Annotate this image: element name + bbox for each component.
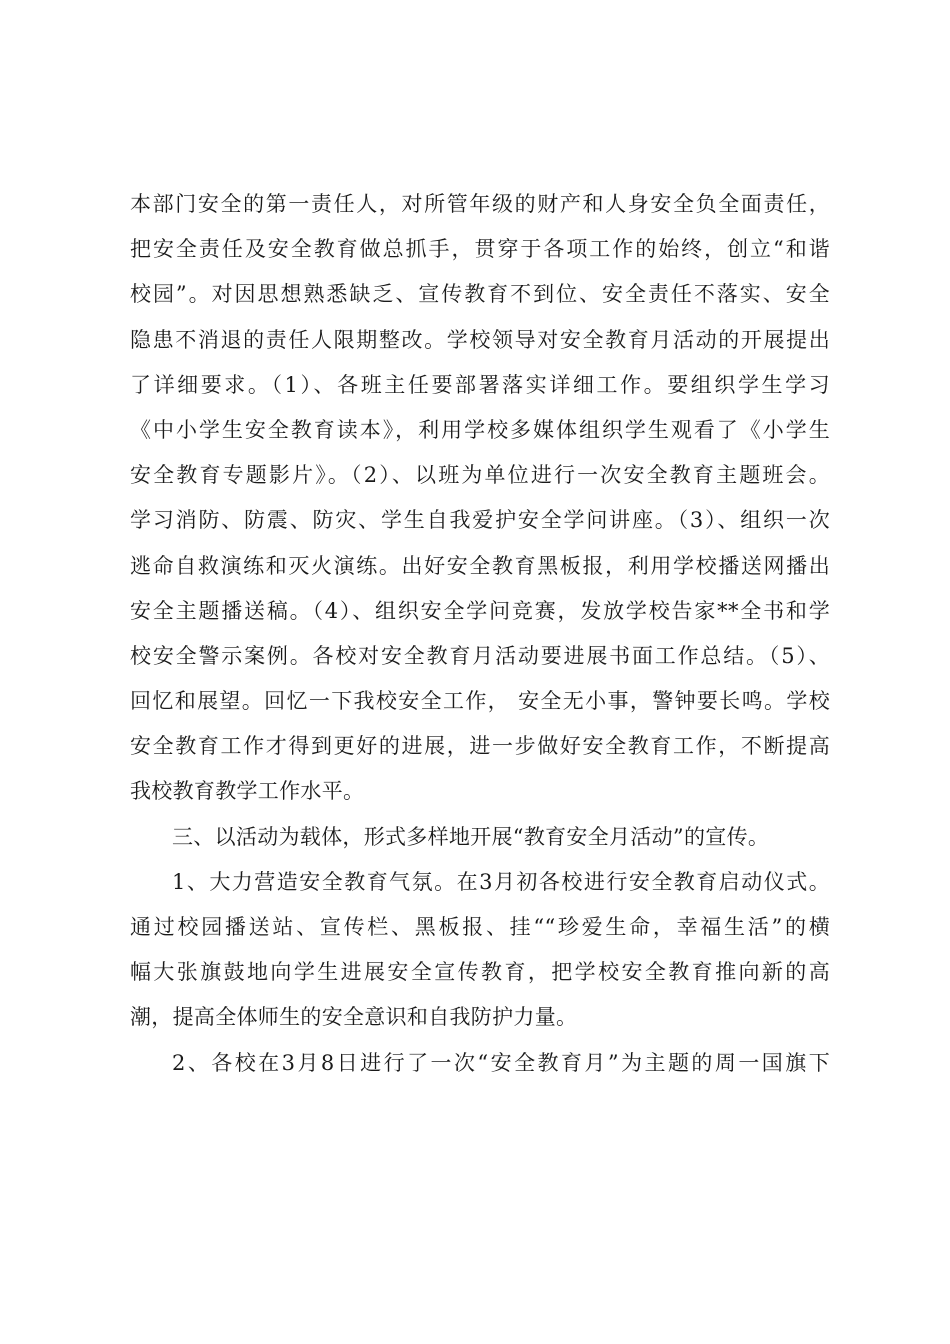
section-heading: 三、以活动为载体，形式多样地开展“教育安全月活动”的宣传。 — [172, 824, 770, 849]
paragraph-line: 安全主题播送稿。（4）、组织安全学问竞赛，发放学校告家**全书和学 — [130, 598, 830, 623]
paragraph-line: 安全教育工作才得到更好的进展，进一步做好安全教育工作，不断提高 — [130, 734, 830, 759]
paragraph-line: 1、大力营造安全教育气氛。在3月初各校进行安全教育启动仪式。 — [172, 869, 830, 894]
paragraph-line: 把安全责任及安全教育做总抓手，贯穿于各项工作的始终，创立“和谐 — [130, 237, 830, 262]
paragraph-line: 校安全警示案例。各校对安全教育月活动要进展书面工作总结。（5）、 — [130, 643, 830, 668]
paragraph-line: 安全教育专题影片》。（2）、以班为单位进行一次安全教育主题班会。 — [130, 463, 830, 488]
paragraph-line: 潮，提高全体师生的安全意识和自我防护力量。 — [130, 1005, 578, 1030]
document-body — [130, 182, 830, 1086]
paragraph-line: 学习消防、防震、防灾、学生自我爱护安全学问讲座。（3）、组织一次 — [130, 508, 830, 533]
paragraph-line: 通过校园播送站、宣传栏、黑板报、挂““珍爱生命，幸福生活”的横 — [130, 915, 830, 939]
paragraph-line: 隐患不消退的责任人限期整改。学校领导对安全教育月活动的开展提出 — [130, 327, 830, 352]
paragraph-line: 本部门安全的第一责任人，对所管年级的财产和人身安全负全面责任， — [130, 192, 830, 216]
paragraph-line: 《中小学生安全教育读本》，利用学校多媒体组织学生观看了《小学生 — [130, 417, 830, 442]
paragraph-line: 逃命自救演练和灭火演练。出好安全教育黑板报，利用学校播送网播出 — [130, 553, 830, 578]
paragraph-line: 回忆和展望。回忆一下我校安全工作， 安全无小事，警钟要长鸣。学校 — [130, 689, 830, 714]
paragraph-line: 幅大张旗鼓地向学生进展安全宣传教育，把学校安全教育推向新的高 — [130, 960, 830, 985]
paragraph-line: 我校教育教学工作水平。 — [130, 779, 365, 804]
paragraph-line: 校园”。对因思想熟悉缺乏、宣传教育不到位、安全责任不落实、安全 — [130, 282, 830, 307]
paragraph-line: 了详细要求。（1）、各班主任要部署落实详细工作。要组织学生学习 — [130, 372, 830, 397]
paragraph-line: 2、各校在3月8日进行了一次“安全教育月”为主题的周一国旗下 — [172, 1050, 830, 1075]
